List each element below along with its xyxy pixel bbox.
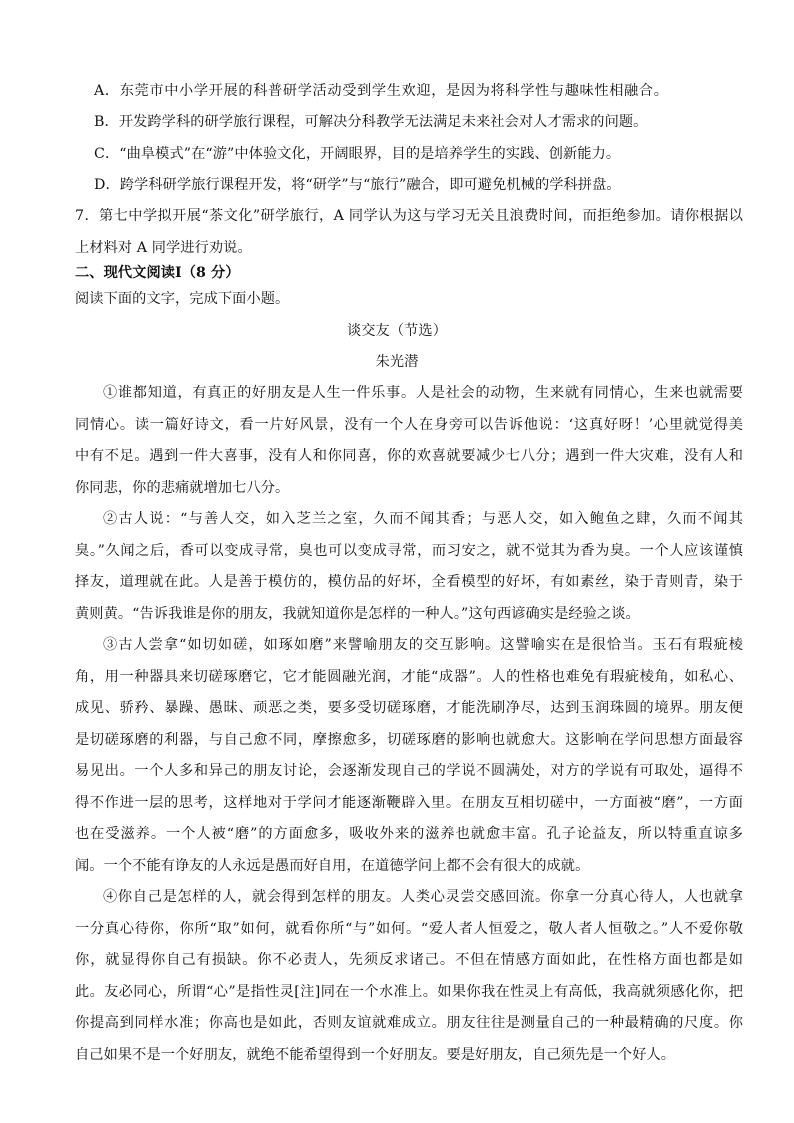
paragraph-3-line: 也在受滋养。一个人被“磨”的方面愈多，吸收外来的滋养也就愈丰富。孔子论益友，所以特重直谅多	[75, 826, 743, 842]
paragraph-1-line: 中有不足。遇到一件大喜事，没有人和你同喜，你的欢喜就要减少七八分；遇到一件大灾难，没有人和	[75, 448, 743, 464]
option-c: C．“曲阜模式”在“游”中体验文化，开阔眼界，目的是培养学生的实践、创新能力。	[94, 146, 621, 162]
paragraph-3-line: 易见出。一个人多和异己的朋友讨论，会逐渐发现自己的学说不圆满处，对方的学说有可取处，逼得不	[75, 763, 743, 779]
section-heading: 二、现代文阅读Ⅰ（8 分）	[75, 265, 240, 281]
paragraph-3-line: 角，用一种器具来切磋琢磨它，它才能圆融光润，才能“成器”。人的性格也难免有瑕疵棱角，如私心、	[75, 669, 743, 685]
option-d: D．跨学科研学旅行课程开发，将“研学”与“旅行”融合，即可避免机械的学科拼盘。	[94, 177, 621, 193]
paragraph-1-line: 同情心。读一篇好诗文，看一片好风景，没有一个人在身旁可以告诉他说：‘这真好呀！’心里就觉得美	[75, 417, 743, 433]
paragraph-3-line: 成见、骄矜、暴躁、愚昧、顽恶之类，要多受切磋琢磨，才能洗刷净尽，达到玉润珠圆的境界。朋友便	[75, 700, 743, 716]
paragraph-4-line: 你，就显得你自己有损缺。你不必责人，先须反求诸己。不但在情感方面如此，在性格方面也都是如	[75, 952, 743, 968]
paragraph-1-line: ①谁都知道，有真正的好朋友是人生一件乐事。人是社会的动物，生来就有同情心，生来也就需要	[103, 385, 743, 401]
paragraph-3-line: 闻。一个不能有诤友的人永远是愚而好自用，在道德学问上都不会有很大的成就。	[75, 858, 590, 874]
paragraph-4-line: 你提高到同样水准；你高也是如此，否则友谊就难成立。朋友往往是测量自己的一种最精确的尺度。你	[75, 1015, 743, 1031]
question-7-line-1: 7．第七中学拟开展“茶文化”研学旅行，A 同学认为这与学习无关且浪费时间，而拒绝参加。请你根据以	[75, 208, 743, 224]
paragraph-2-line: 择友，道理就在此。人是善于模仿的，模仿品的好坏，全看模型的好坏，有如素丝，染于青则青，染于	[75, 574, 743, 590]
paragraph-4-line: 一分真心待你，你所“取”如何，就看你所“与”如何。“爱人者人恒爱之，敬人者人恒敬之。”人不爱你敬	[75, 921, 743, 937]
paragraph-2-line: 臭。”久闻之后，香可以变成寻常，臭也可以变成寻常，而习安之，就不觉其为香为臭。一个人应该谨慎	[75, 543, 743, 559]
article-title: 谈交友（节选）	[346, 323, 447, 339]
paragraph-4-line: 此。友必同心，所谓“心”是指性灵[注]同在一个水准上。如果你我在性灵上有高低，我高就须感化你，把	[75, 984, 743, 1000]
article-author: 朱光潜	[375, 354, 419, 370]
paragraph-2-line: 黄则黄。“告诉我谁是你的朋友，我就知道你是怎样的一种人。”这句西谚确实是经验之谈。	[75, 606, 640, 622]
paragraph-3-line: 得不作进一层的思考，这样地对于学问才能逐渐鞭辟入里。在朋友互相切磋中，一方面被“磨”，一方面	[75, 795, 743, 811]
paragraph-4-line: ④你自己是怎样的人，就会得到怎样的朋友。人类心灵尝交感回流。你拿一分真心待人，人也就拿	[103, 889, 743, 905]
paragraph-4-line: 自己如果不是一个好朋友，就绝不能希望得到一个好朋友。要是好朋友，自己须先是一个好人。	[75, 1047, 676, 1063]
paragraph-3-line: ③古人尝拿“如切如磋，如琢如磨”来譬喻朋友的交互影响。这譬喻实在是很恰当。玉石有瑕疵棱	[103, 637, 743, 653]
question-7-line-2: 上材料对 A 同学进行劝说。	[75, 240, 252, 256]
paragraph-3-line: 是切磋琢磨的利器，与自己愈不同，摩擦愈多，切磋琢磨的影响也就愈大。这影响在学问思想方面最容	[75, 732, 743, 748]
option-b: B．开发跨学科的研学旅行课程，可解决分科教学无法满足未来社会对人才需求的问题。	[94, 114, 648, 130]
paragraph-1-line: 你同悲，你的悲痛就增加七八分。	[75, 480, 290, 496]
section-instruction: 阅读下面的文字，完成下面小题。	[75, 291, 290, 307]
option-a: A．东莞市中小学开展的科普研学活动受到学生欢迎，是因为将科学性与趣味性相融合。	[94, 83, 668, 99]
paragraph-2-line: ②古人说：“与善人交，如入芝兰之室，久而不闻其香；与恶人交，如入鲍鱼之肆，久而不闻其	[103, 511, 743, 527]
